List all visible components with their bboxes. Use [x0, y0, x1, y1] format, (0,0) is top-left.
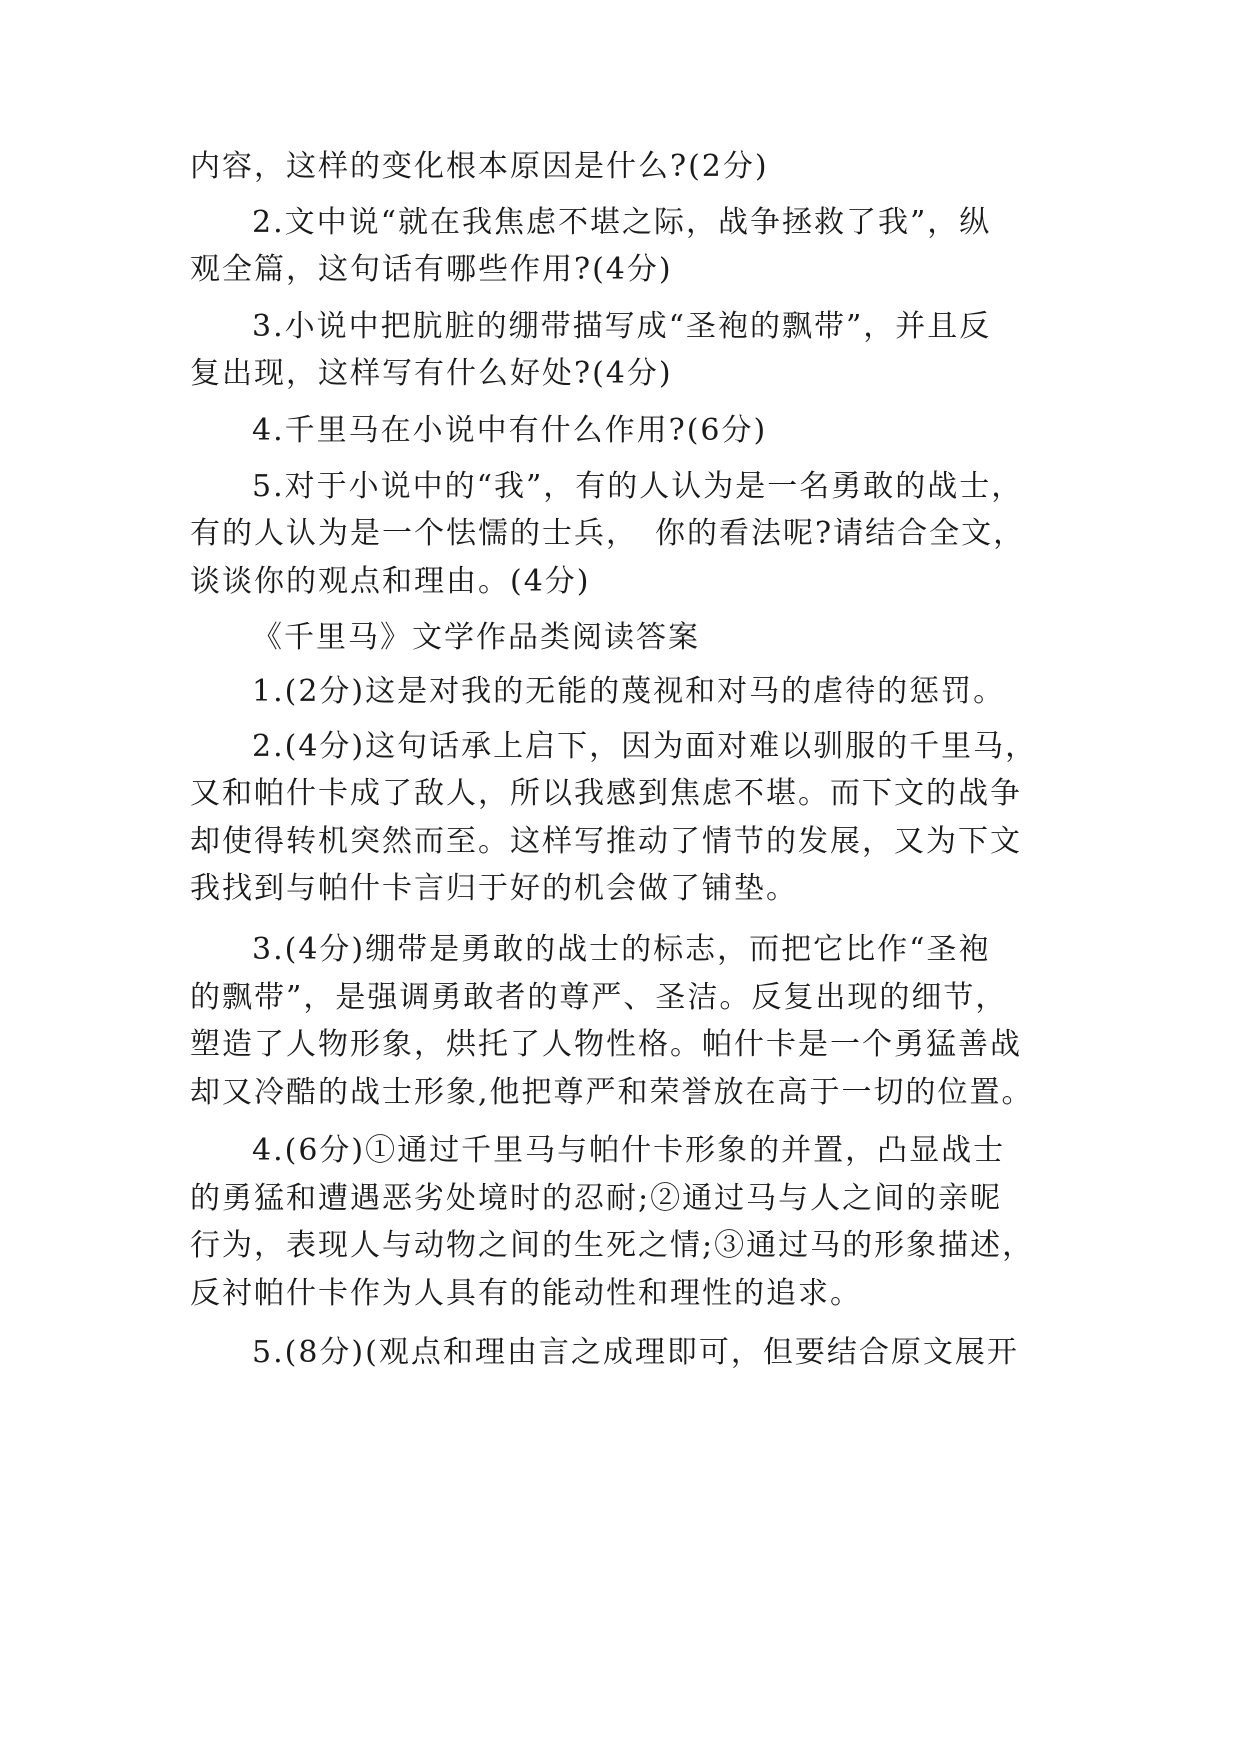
- answer-3-line-2: 的飘带”，是强调勇敢者的尊严、圣洁。反复出现的细节，: [190, 980, 1008, 1015]
- answer-4-line-4: 反衬帕什卡作为人具有的能动性和理性的追求。: [190, 1276, 862, 1311]
- answer-2-line-3: 却使得转机突然而至。这样写推动了情节的发展，又为下文: [190, 824, 1022, 859]
- answer-section-title: 《千里马》文学作品类阅读答案: [252, 620, 700, 655]
- answer-3-line-1: 3.(4分)绷带是勇敢的战士的标志，而把它比作“圣袍: [252, 932, 991, 967]
- question-5-line-1: 5.对于小说中的“我”，有的人认为是一名勇敢的战士，: [252, 469, 1024, 504]
- answer-2-line-1: 2.(4分)这句话承上启下，因为面对难以驯服的千里马，: [252, 729, 1038, 764]
- question-3-line-2: 复出现，这样写有什么好处?(4分): [190, 356, 673, 391]
- answer-2-line-2: 又和帕什卡成了敌人，所以我感到焦虑不堪。而下文的战争: [190, 776, 1022, 811]
- answer-5-line-1: 5.(8分)(观点和理由言之成理即可，但要结合原文展开: [252, 1335, 1019, 1370]
- question-3-line-1: 3.小说中把肮脏的绷带描写成“圣袍的飘带”，并且反: [252, 309, 992, 344]
- question-2-line-1: 2.文中说“就在我焦虑不堪之际，战争拯救了我”，纵: [252, 205, 992, 240]
- answer-3-line-3: 塑造了人物形象，烘托了人物性格。帕什卡是一个勇猛善战: [190, 1027, 1022, 1062]
- answer-3-line-4: 却又冷酷的战士形象,他把尊严和荣誉放在高于一切的位置。: [190, 1075, 1034, 1110]
- answer-4-line-3: 行为，表现人与动物之间的生死之情;③通过马的形象描述，: [190, 1228, 1035, 1263]
- answer-2-line-4: 我找到与帕什卡言归于好的机会做了铺垫。: [190, 871, 798, 906]
- answer-4-line-1: 4.(6分)①通过千里马与帕什卡形象的并置，凸显战士: [252, 1133, 1006, 1168]
- answer-1: 1.(2分)这是对我的无能的蔑视和对马的虐待的惩罚。: [252, 674, 1006, 709]
- answer-4-line-2: 的勇猛和遭遇恶劣处境时的忍耐;②通过马与人之间的亲昵: [190, 1181, 1003, 1216]
- question-4: 4.千里马在小说中有什么作用?(6分): [252, 413, 768, 448]
- question-1-continuation: 内容，这样的变化根本原因是什么?(2分): [190, 149, 769, 184]
- question-5-line-2: 有的人认为是一个怯懦的士兵， 你的看法呢?请结合全文，: [190, 516, 1026, 551]
- question-5-line-3: 谈谈你的观点和理由。(4分): [190, 564, 591, 599]
- question-2-line-2: 观全篇，这句话有哪些作用?(4分): [190, 252, 673, 287]
